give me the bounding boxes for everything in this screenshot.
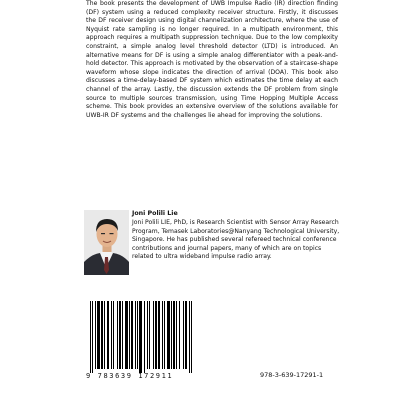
barcode-bar: [101, 301, 103, 369]
barcode-bar: [185, 301, 187, 369]
barcode-digits: 9 783639 172911: [86, 372, 174, 380]
barcode-bar: [137, 301, 138, 369]
barcode-bar: [92, 301, 93, 373]
barcode-bar: [95, 301, 96, 369]
barcode-bar: [139, 301, 142, 373]
barcode-bar: [129, 301, 130, 369]
barcode-bar: [171, 301, 172, 369]
barcode-bar: [117, 301, 118, 369]
barcode-bar: [167, 301, 170, 369]
barcode-bar: [164, 301, 165, 369]
barcode-bar: [162, 301, 163, 369]
barcode-bar: [158, 301, 160, 369]
barcode-bar: [179, 301, 180, 369]
barcode-bar: [144, 301, 145, 373]
barcode-bar: [107, 301, 109, 369]
barcode-bar: [189, 301, 190, 373]
author-photo: [84, 210, 129, 275]
barcode-bar: [111, 301, 112, 369]
back-cover-blurb: The book presents the development of UWB Impulse Radio (IR) direction finding (DF) system using a reduced complexity receiver structure. Firstly, it discusses the DF receiver design using digital channelization architecture, where the use of Nyquist rate sampling is no longer required. In a multipath environment, this approach requires a multipath suppression technique. Due to the low complexity constraint, a simple analog level threshold detector (LTD) is introduced. An alternative means for DF is using a simple analog differentiator with a peak-and-hold detector. This approach is motivated by the observation of a staircase-shape waveform whose slope indicates the direction of arrival (DOA). This book also discusses a time-delay-based DF system which estimates the time delay at each channel of the array. Lastly, the discussion extends the DF problem from single source to multiple sources transmission, using Time Hopping Multiple Access scheme. This book provides an extensive overview of the solutions available for UWB-IR DF systems and the challenges lie ahead for improving the solutions.: [86, 0, 338, 119]
barcode-bar: [97, 301, 100, 369]
barcode-bar: [90, 301, 91, 373]
barcode: [84, 299, 236, 381]
barcode-bar: [173, 301, 175, 369]
author-portrait-image: [84, 210, 129, 275]
barcode-bar: [122, 301, 123, 369]
author-name: Joni Polili Lie: [132, 210, 178, 217]
barcode-bar: [104, 301, 105, 369]
barcode-bar: [119, 301, 121, 369]
barcode-bar: [113, 301, 114, 369]
barcode-bar: [147, 301, 148, 369]
barcode-bars: [90, 301, 236, 373]
author-bio: Joni Polili LIE, PhD, is Research Scientist with Sensor Array Research Program, Temasek Laboratories@Nanyang Technological University, Singapore. He has published several refereed technical conference contributions and journal papers, many of which are on topics related to ultra wideband impulse radio array.: [132, 219, 340, 261]
barcode-bar: [191, 301, 192, 373]
barcode-bar: [125, 301, 128, 369]
isbn-text: 978-3-639-17291-1: [260, 371, 324, 379]
barcode-bar: [183, 301, 184, 369]
barcode-bar: [155, 301, 157, 369]
barcode-bar: [131, 301, 133, 369]
barcode-bar: [176, 301, 177, 369]
barcode-bar: [135, 301, 136, 369]
barcode-bar: [153, 301, 154, 369]
barcode-bar: [149, 301, 150, 369]
